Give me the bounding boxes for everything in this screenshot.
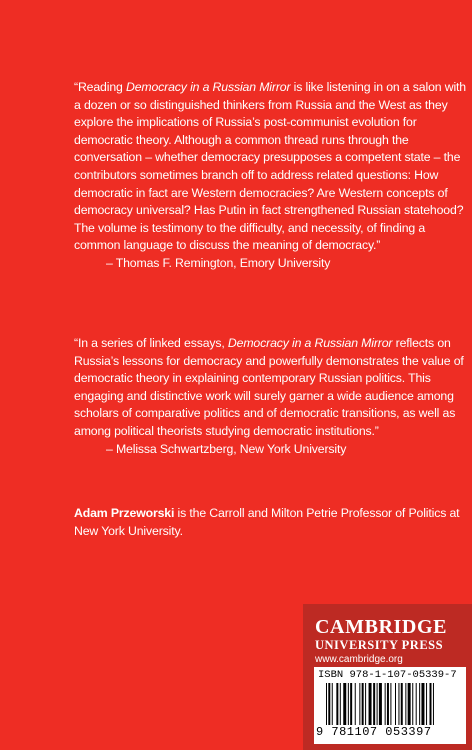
publisher-box [303,604,472,750]
author-bio-text: is the Carroll and Milton Petrie Professor of Politics at New York University. [74,506,460,538]
publisher-subtitle: UNIVERSITY PRESS [315,638,444,652]
quote-text [74,335,466,441]
quote-text-part: “Reading [74,80,126,94]
quote-text [74,79,466,255]
quote-text-part: “In a series of linked essays, [74,336,228,350]
barcode-digits: 9 781107 053397 [316,725,432,739]
endorsement-quote-remington [74,79,466,273]
book-title: Democracy in a Russian Mirror [125,80,291,94]
quote-attribution: – Thomas F. Remington, Emory University [106,255,331,270]
quote-text-part: is like listening in on a salon with a dozen or so distinguished thinkers from Russia and the West as they explore the implications of Russia’s post-communist evolution for democratic theory. Although a common thread runs through the conversation – whether democracy presupposes a competent state – the contributors sometimes branch off to address related questions: How democratic in fact are Western democracies? Are Western concepts of democracy universal? Has Putin in fact strengthened Russian statehood? The volume is testimony to the difficulty, and necessity, of finding a common language to discuss the meaning of democracy.” [74,80,466,253]
barcode-icon [326,683,461,725]
publisher-logo: CAMBRIDGE [315,616,448,638]
publisher-url: www.cambridge.org [315,654,403,665]
book-title: Democracy in a Russian Mirror [227,336,393,350]
author-name: Adam Przeworski [74,506,175,520]
isbn-barcode [314,667,466,744]
isbn-label: ISBN 978-1-107-05339-7 [318,669,457,681]
quote-text-part: reflects on Russia’s lessons for democracy and powerfully demonstrates the value of democratic theory in explaining contemporary Russian politics. This engaging and distinctive work will surely garner a wide audience among scholars of comparative politics and of democratic transitions, as well as among political theorists studying democratic institutions.” [74,336,464,438]
author-bio [74,505,466,540]
quote-attribution: – Melissa Schwartzberg, New York University [106,441,347,456]
endorsement-quote-schwartzberg [74,335,466,458]
